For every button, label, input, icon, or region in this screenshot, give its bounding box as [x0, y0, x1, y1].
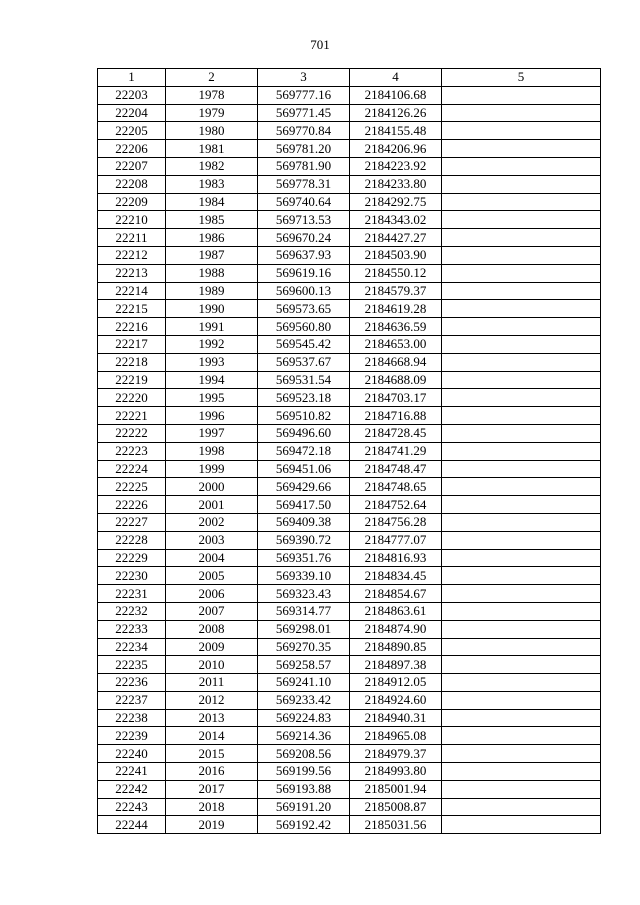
- table-row: [98, 353, 601, 371]
- table-cell: 22227: [98, 513, 166, 531]
- table-cell: 2184834.45: [350, 567, 442, 585]
- table-cell: 2013: [166, 709, 258, 727]
- table-row: [98, 620, 601, 638]
- table-cell: 569451.06: [258, 460, 350, 478]
- table-cell: [442, 122, 601, 140]
- table-cell: 569224.83: [258, 709, 350, 727]
- table-row: [98, 727, 601, 745]
- table-cell: 1988: [166, 264, 258, 282]
- table-cell: 22230: [98, 567, 166, 585]
- table-cell: 22221: [98, 407, 166, 425]
- table-cell: [442, 389, 601, 407]
- table-cell: 2184106.68: [350, 86, 442, 104]
- table-row: [98, 763, 601, 781]
- table-cell: 22228: [98, 531, 166, 549]
- table-cell: 2017: [166, 780, 258, 798]
- table-row: [98, 300, 601, 318]
- table-cell: 22222: [98, 424, 166, 442]
- table-cell: 22231: [98, 585, 166, 603]
- table-cell: 22219: [98, 371, 166, 389]
- table-cell: 2184979.37: [350, 745, 442, 763]
- table-row: [98, 407, 601, 425]
- table-cell: 569193.88: [258, 780, 350, 798]
- table-cell: 569339.10: [258, 567, 350, 585]
- table-row: [98, 86, 601, 104]
- table-cell: 1982: [166, 157, 258, 175]
- table-cell: 2184752.64: [350, 496, 442, 514]
- table-cell: 2185001.94: [350, 780, 442, 798]
- table-cell: 1997: [166, 424, 258, 442]
- table-cell: 2184668.94: [350, 353, 442, 371]
- table-cell: 22218: [98, 353, 166, 371]
- table-cell: 2184688.09: [350, 371, 442, 389]
- page-number: 701: [310, 37, 330, 52]
- table-cell: 569740.64: [258, 193, 350, 211]
- table-row: [98, 264, 601, 282]
- table-row: [98, 140, 601, 158]
- table-row: [98, 745, 601, 763]
- table-cell: [442, 86, 601, 104]
- table-cell: 1991: [166, 318, 258, 336]
- table-cell: 569298.01: [258, 620, 350, 638]
- table-cell: 2003: [166, 531, 258, 549]
- table-cell: 2184653.00: [350, 335, 442, 353]
- table-cell: 569314.77: [258, 602, 350, 620]
- table-cell: 22208: [98, 175, 166, 193]
- table-cell: 2012: [166, 691, 258, 709]
- table-cell: 2184703.17: [350, 389, 442, 407]
- table-cell: 2184940.31: [350, 709, 442, 727]
- table-row: [98, 531, 601, 549]
- table-row: [98, 371, 601, 389]
- table-cell: [442, 763, 601, 781]
- table-cell: 569670.24: [258, 229, 350, 247]
- column-header: 5: [442, 69, 601, 87]
- table-cell: 2184816.93: [350, 549, 442, 567]
- table-cell: 22234: [98, 638, 166, 656]
- table-cell: 22217: [98, 335, 166, 353]
- table-cell: [442, 709, 601, 727]
- table-cell: 2184206.96: [350, 140, 442, 158]
- table-cell: 22211: [98, 229, 166, 247]
- table-row: [98, 229, 601, 247]
- table-row: [98, 585, 601, 603]
- table-row: [98, 674, 601, 692]
- table-cell: 569777.16: [258, 86, 350, 104]
- table-cell: [442, 531, 601, 549]
- table-cell: [442, 674, 601, 692]
- table-cell: 22239: [98, 727, 166, 745]
- table-row: [98, 602, 601, 620]
- table-row: [98, 157, 601, 175]
- table-row: [98, 193, 601, 211]
- table-row: [98, 424, 601, 442]
- table-cell: 569496.60: [258, 424, 350, 442]
- table-row: [98, 513, 601, 531]
- table-cell: 569510.82: [258, 407, 350, 425]
- table-cell: [442, 335, 601, 353]
- table-cell: 569523.18: [258, 389, 350, 407]
- table-cell: 22204: [98, 104, 166, 122]
- table-cell: 2184854.67: [350, 585, 442, 603]
- table-cell: 2184223.92: [350, 157, 442, 175]
- table-cell: 2009: [166, 638, 258, 656]
- table-row: [98, 442, 601, 460]
- table-row: [98, 122, 601, 140]
- table-cell: 2010: [166, 656, 258, 674]
- table-cell: 2184897.38: [350, 656, 442, 674]
- table-cell: 22209: [98, 193, 166, 211]
- table-row: [98, 460, 601, 478]
- table-cell: 1996: [166, 407, 258, 425]
- table-cell: 2184292.75: [350, 193, 442, 211]
- table-cell: 569192.42: [258, 816, 350, 834]
- table-cell: 569781.20: [258, 140, 350, 158]
- table-cell: [442, 602, 601, 620]
- table-cell: [442, 585, 601, 603]
- table-cell: 569351.76: [258, 549, 350, 567]
- table-cell: 2184503.90: [350, 246, 442, 264]
- table-header-row: [98, 69, 601, 87]
- table-cell: 2184728.45: [350, 424, 442, 442]
- table-cell: 22225: [98, 478, 166, 496]
- table-cell: 2016: [166, 763, 258, 781]
- table-cell: [442, 460, 601, 478]
- table-cell: [442, 727, 601, 745]
- table-cell: 569531.54: [258, 371, 350, 389]
- table-cell: 22232: [98, 602, 166, 620]
- table-cell: 569573.65: [258, 300, 350, 318]
- table-cell: 2184912.05: [350, 674, 442, 692]
- table-cell: 22240: [98, 745, 166, 763]
- table-cell: 569208.56: [258, 745, 350, 763]
- table-cell: 22206: [98, 140, 166, 158]
- table-cell: 22203: [98, 86, 166, 104]
- table-cell: 1998: [166, 442, 258, 460]
- table-row: [98, 816, 601, 834]
- table-cell: 2000: [166, 478, 258, 496]
- table-cell: 569600.13: [258, 282, 350, 300]
- table-cell: 22243: [98, 798, 166, 816]
- table-cell: 22214: [98, 282, 166, 300]
- table-cell: 569771.45: [258, 104, 350, 122]
- table-cell: 569781.90: [258, 157, 350, 175]
- table-cell: 2014: [166, 727, 258, 745]
- table-cell: 2018: [166, 798, 258, 816]
- table-cell: 22210: [98, 211, 166, 229]
- table-cell: [442, 300, 601, 318]
- table-row: [98, 709, 601, 727]
- table-cell: 1978: [166, 86, 258, 104]
- table-cell: 1985: [166, 211, 258, 229]
- table-cell: 22241: [98, 763, 166, 781]
- table-row: [98, 389, 601, 407]
- table-cell: [442, 620, 601, 638]
- table-cell: [442, 211, 601, 229]
- table-cell: [442, 549, 601, 567]
- table-cell: 1992: [166, 335, 258, 353]
- table-cell: 2019: [166, 816, 258, 834]
- table-cell: [442, 229, 601, 247]
- table-cell: 1980: [166, 122, 258, 140]
- table-row: [98, 175, 601, 193]
- table-cell: [442, 478, 601, 496]
- table-cell: [442, 318, 601, 336]
- table-cell: 2184924.60: [350, 691, 442, 709]
- table-cell: [442, 745, 601, 763]
- table-cell: 569233.42: [258, 691, 350, 709]
- table-cell: 22236: [98, 674, 166, 692]
- table-cell: 2002: [166, 513, 258, 531]
- table-cell: 2184965.08: [350, 727, 442, 745]
- table-cell: [442, 816, 601, 834]
- table-cell: 1994: [166, 371, 258, 389]
- table-cell: 569258.57: [258, 656, 350, 674]
- column-header: 2: [166, 69, 258, 87]
- table-cell: 569619.16: [258, 264, 350, 282]
- table-cell: 569199.56: [258, 763, 350, 781]
- table-cell: 569191.20: [258, 798, 350, 816]
- table-cell: [442, 157, 601, 175]
- table-cell: 22237: [98, 691, 166, 709]
- table-cell: 1987: [166, 246, 258, 264]
- table-cell: 2184748.47: [350, 460, 442, 478]
- table-row: [98, 211, 601, 229]
- table-cell: 1979: [166, 104, 258, 122]
- table-cell: 2184863.61: [350, 602, 442, 620]
- table-cell: 2185031.56: [350, 816, 442, 834]
- table-cell: 1989: [166, 282, 258, 300]
- table-cell: 569545.42: [258, 335, 350, 353]
- table-cell: 1993: [166, 353, 258, 371]
- table-row: [98, 104, 601, 122]
- table-row: [98, 691, 601, 709]
- table-cell: 1990: [166, 300, 258, 318]
- table-cell: 22244: [98, 816, 166, 834]
- table-cell: 2184343.02: [350, 211, 442, 229]
- table-cell: [442, 193, 601, 211]
- table-cell: [442, 638, 601, 656]
- table-row: [98, 318, 601, 336]
- table-cell: [442, 371, 601, 389]
- table-cell: 2011: [166, 674, 258, 692]
- table-cell: [442, 798, 601, 816]
- table-row: [98, 246, 601, 264]
- table-cell: [442, 353, 601, 371]
- table-cell: 2004: [166, 549, 258, 567]
- table-cell: [442, 407, 601, 425]
- table-cell: 2184741.29: [350, 442, 442, 460]
- table-cell: 569713.53: [258, 211, 350, 229]
- table-cell: 2184233.80: [350, 175, 442, 193]
- table-cell: 22242: [98, 780, 166, 798]
- table-cell: 1984: [166, 193, 258, 211]
- table-cell: 22229: [98, 549, 166, 567]
- table-cell: 22235: [98, 656, 166, 674]
- table-cell: 1983: [166, 175, 258, 193]
- column-header: 4: [350, 69, 442, 87]
- table-cell: 569560.80: [258, 318, 350, 336]
- table-cell: 2184777.07: [350, 531, 442, 549]
- table-cell: 2184874.90: [350, 620, 442, 638]
- table-cell: 569323.43: [258, 585, 350, 603]
- table-cell: 1995: [166, 389, 258, 407]
- table-cell: [442, 246, 601, 264]
- table-cell: [442, 513, 601, 531]
- table-cell: 2184993.80: [350, 763, 442, 781]
- table-cell: 22238: [98, 709, 166, 727]
- table-cell: 22226: [98, 496, 166, 514]
- table-cell: 2184636.59: [350, 318, 442, 336]
- table-cell: 2184550.12: [350, 264, 442, 282]
- table-cell: 22215: [98, 300, 166, 318]
- table-row: [98, 335, 601, 353]
- table-cell: 2184748.65: [350, 478, 442, 496]
- table-body: [98, 86, 601, 833]
- table-cell: 569778.31: [258, 175, 350, 193]
- table-cell: 22216: [98, 318, 166, 336]
- table-row: [98, 282, 601, 300]
- table-row: [98, 496, 601, 514]
- table-cell: [442, 424, 601, 442]
- table-row: [98, 780, 601, 798]
- table-cell: 2184619.28: [350, 300, 442, 318]
- table-cell: 1981: [166, 140, 258, 158]
- table-cell: 22207: [98, 157, 166, 175]
- table-cell: 2006: [166, 585, 258, 603]
- column-header: 1: [98, 69, 166, 87]
- table-cell: 22213: [98, 264, 166, 282]
- table-cell: 569214.36: [258, 727, 350, 745]
- table-cell: 2007: [166, 602, 258, 620]
- table-cell: 2001: [166, 496, 258, 514]
- table-cell: 569472.18: [258, 442, 350, 460]
- table-cell: 22205: [98, 122, 166, 140]
- table-cell: 569537.67: [258, 353, 350, 371]
- table-cell: 2184155.48: [350, 122, 442, 140]
- table-cell: [442, 496, 601, 514]
- table-row: [98, 549, 601, 567]
- coordinates-table: [97, 68, 601, 834]
- table-row: [98, 638, 601, 656]
- table-cell: 2184716.88: [350, 407, 442, 425]
- table-cell: 2008: [166, 620, 258, 638]
- table-cell: 2184756.28: [350, 513, 442, 531]
- table-cell: 22233: [98, 620, 166, 638]
- table-cell: [442, 567, 601, 585]
- table-cell: 2184890.85: [350, 638, 442, 656]
- table-cell: 569429.66: [258, 478, 350, 496]
- table-cell: 569409.38: [258, 513, 350, 531]
- column-header: 3: [258, 69, 350, 87]
- table-row: [98, 567, 601, 585]
- table-cell: 1986: [166, 229, 258, 247]
- table-cell: 569770.84: [258, 122, 350, 140]
- table-row: [98, 478, 601, 496]
- table-row: [98, 656, 601, 674]
- table-cell: [442, 175, 601, 193]
- table-row: [98, 798, 601, 816]
- table-cell: [442, 442, 601, 460]
- table-cell: 22224: [98, 460, 166, 478]
- table-cell: [442, 780, 601, 798]
- table-cell: [442, 104, 601, 122]
- table-cell: 569390.72: [258, 531, 350, 549]
- table-cell: 2185008.87: [350, 798, 442, 816]
- table-cell: 1999: [166, 460, 258, 478]
- table-cell: [442, 282, 601, 300]
- table-cell: 2184579.37: [350, 282, 442, 300]
- table-cell: 569417.50: [258, 496, 350, 514]
- table-cell: 569270.35: [258, 638, 350, 656]
- table-cell: [442, 140, 601, 158]
- table-cell: 22223: [98, 442, 166, 460]
- table-cell: 569637.93: [258, 246, 350, 264]
- table-cell: [442, 264, 601, 282]
- table-cell: [442, 656, 601, 674]
- table-cell: 2184126.26: [350, 104, 442, 122]
- table-cell: 2184427.27: [350, 229, 442, 247]
- table-cell: 22212: [98, 246, 166, 264]
- table-cell: [442, 691, 601, 709]
- table-cell: 569241.10: [258, 674, 350, 692]
- table-cell: 2015: [166, 745, 258, 763]
- table-cell: 2005: [166, 567, 258, 585]
- table-cell: 22220: [98, 389, 166, 407]
